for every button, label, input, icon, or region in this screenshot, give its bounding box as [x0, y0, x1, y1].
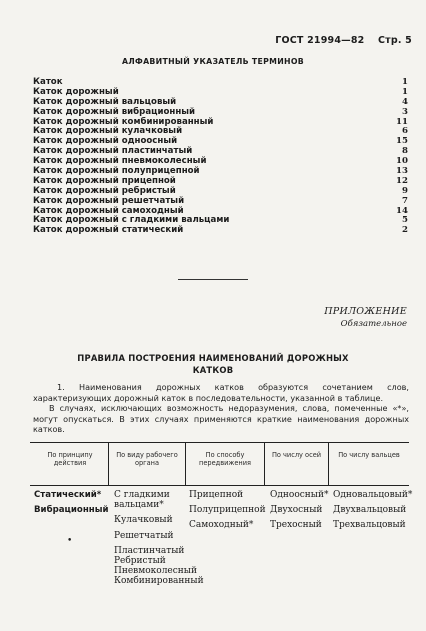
table-cell: Самоходный*	[189, 520, 254, 531]
index-term: Каток дорожный пластинчатый	[33, 146, 193, 157]
index-term: Каток дорожный вальцовый	[33, 96, 177, 107]
index-term: Каток дорожный полуприцепной	[33, 166, 200, 177]
table-cell: Решетчатый	[114, 530, 174, 541]
index-page: 1	[402, 77, 408, 87]
table-header	[30, 442, 409, 486]
appendix-label	[324, 306, 407, 329]
stray-mark: •	[67, 536, 73, 546]
index-term: Каток дорожный	[33, 86, 119, 97]
table-cell: Прицепной	[189, 490, 244, 500]
table-cell: Трехосный	[270, 520, 322, 531]
rules-paragraph-1: 1. Наименования дорожных катков образуются сочетанием слов, характеризующих дорожный каток в последовательности, указанной в таблице.	[33, 382, 409, 403]
table-column-divider	[185, 443, 186, 485]
index-page: 3	[402, 106, 408, 117]
index-term: Каток дорожный кулачковый	[33, 126, 183, 137]
table-column-divider	[328, 443, 329, 485]
index-term: Каток дорожный пневмоколесный	[33, 156, 207, 167]
index-page: 4	[402, 96, 408, 107]
index-term: Каток дорожный статический	[33, 225, 184, 236]
index-page: 2	[402, 225, 408, 236]
table-header-cell: По числу вальцев	[338, 451, 400, 459]
index-term: Каток дорожный вибрационный	[33, 106, 196, 117]
index-term: Каток дорожный комбинированный	[33, 116, 214, 127]
index-title: АЛФАВИТНЫЙ УКАЗАТЕЛЬ ТЕРМИНОВ	[121, 57, 305, 66]
index-term: Каток дорожный решетчатый	[33, 195, 185, 206]
table-cell: Полуприцепной	[189, 505, 266, 516]
index-page: 7	[402, 195, 408, 206]
table-cell: Статический*	[34, 490, 102, 500]
appendix-status: Обязательное	[340, 319, 407, 329]
index-term: Каток дорожный с гладкими вальцами	[33, 215, 230, 226]
table-header-cell: По виду рабочего органа	[116, 451, 178, 467]
index-page: 14	[396, 205, 408, 216]
rules-paragraph-2: В случаях, исключающих возможность недоразумения, слова, помеченные «*», могут опускаться. В этих случаях применяются краткие наименования дорожных катков.	[33, 403, 409, 435]
table-cell: Трехвальцовый	[333, 520, 406, 531]
index-entry	[33, 226, 408, 236]
page-header	[275, 35, 412, 46]
appendix-title: ПРИЛОЖЕНИЕ	[324, 306, 407, 317]
index-page: 9	[402, 185, 408, 196]
index-page: 13	[396, 166, 408, 177]
table-column-movement	[189, 490, 266, 536]
term-index	[33, 78, 408, 236]
index-page: 12	[396, 175, 408, 186]
index-page: 8	[402, 146, 408, 157]
index-page: 11	[396, 116, 408, 127]
table-column-divider	[108, 443, 109, 485]
table-header-cell: По принципу действия	[47, 451, 93, 467]
index-page: 10	[396, 156, 408, 167]
standard-number: ГОСТ 21994—82	[275, 35, 365, 46]
table-column-axles	[270, 490, 332, 536]
table-column-working-organ	[114, 490, 204, 592]
section-divider	[178, 279, 248, 280]
index-term: Каток дорожный одноосный	[33, 136, 178, 147]
table-cell: Кулачковый	[114, 515, 173, 526]
index-term: Каток дорожный ребристый	[33, 185, 176, 196]
table-cell: Комбинированный	[114, 576, 204, 587]
index-term: Каток дорожный прицепной	[33, 175, 176, 186]
table-cell: Пластинчатый	[114, 545, 185, 556]
table-column-rollers	[333, 490, 413, 536]
rules-title	[0, 352, 426, 376]
index-page: 15	[396, 136, 408, 147]
table-header-cell: По способу передвижения	[199, 451, 251, 467]
table-cell: С гладкими вальцами*	[114, 490, 170, 511]
table-cell: Пневмоколесный	[114, 566, 197, 577]
table-cell: Двухвальцовый	[333, 505, 407, 516]
index-page: 6	[402, 126, 408, 137]
index-term: Каток	[33, 77, 63, 87]
table-cell: Вибрационный	[34, 505, 109, 516]
rules-title-line1: ПРАВИЛА ПОСТРОЕНИЯ НАИМЕНОВАНИЙ ДОРОЖНЫХ	[77, 353, 349, 363]
table-column-principle	[34, 490, 109, 520]
table-cell: Одновальцовый*	[333, 490, 413, 500]
index-page: 1	[402, 86, 408, 97]
table-cell: Двухосный	[270, 505, 323, 516]
index-term: Каток дорожный самоходный	[33, 205, 184, 216]
page-number: Стр. 5	[377, 35, 412, 46]
rules-title-line2: КАТКОВ	[192, 365, 234, 375]
table-header-cell: По числу осей	[271, 451, 322, 459]
table-cell: Одноосный*	[270, 490, 329, 500]
table-column-divider	[264, 443, 265, 485]
index-page: 5	[402, 215, 408, 226]
table-cell: Ребристый	[114, 556, 166, 567]
